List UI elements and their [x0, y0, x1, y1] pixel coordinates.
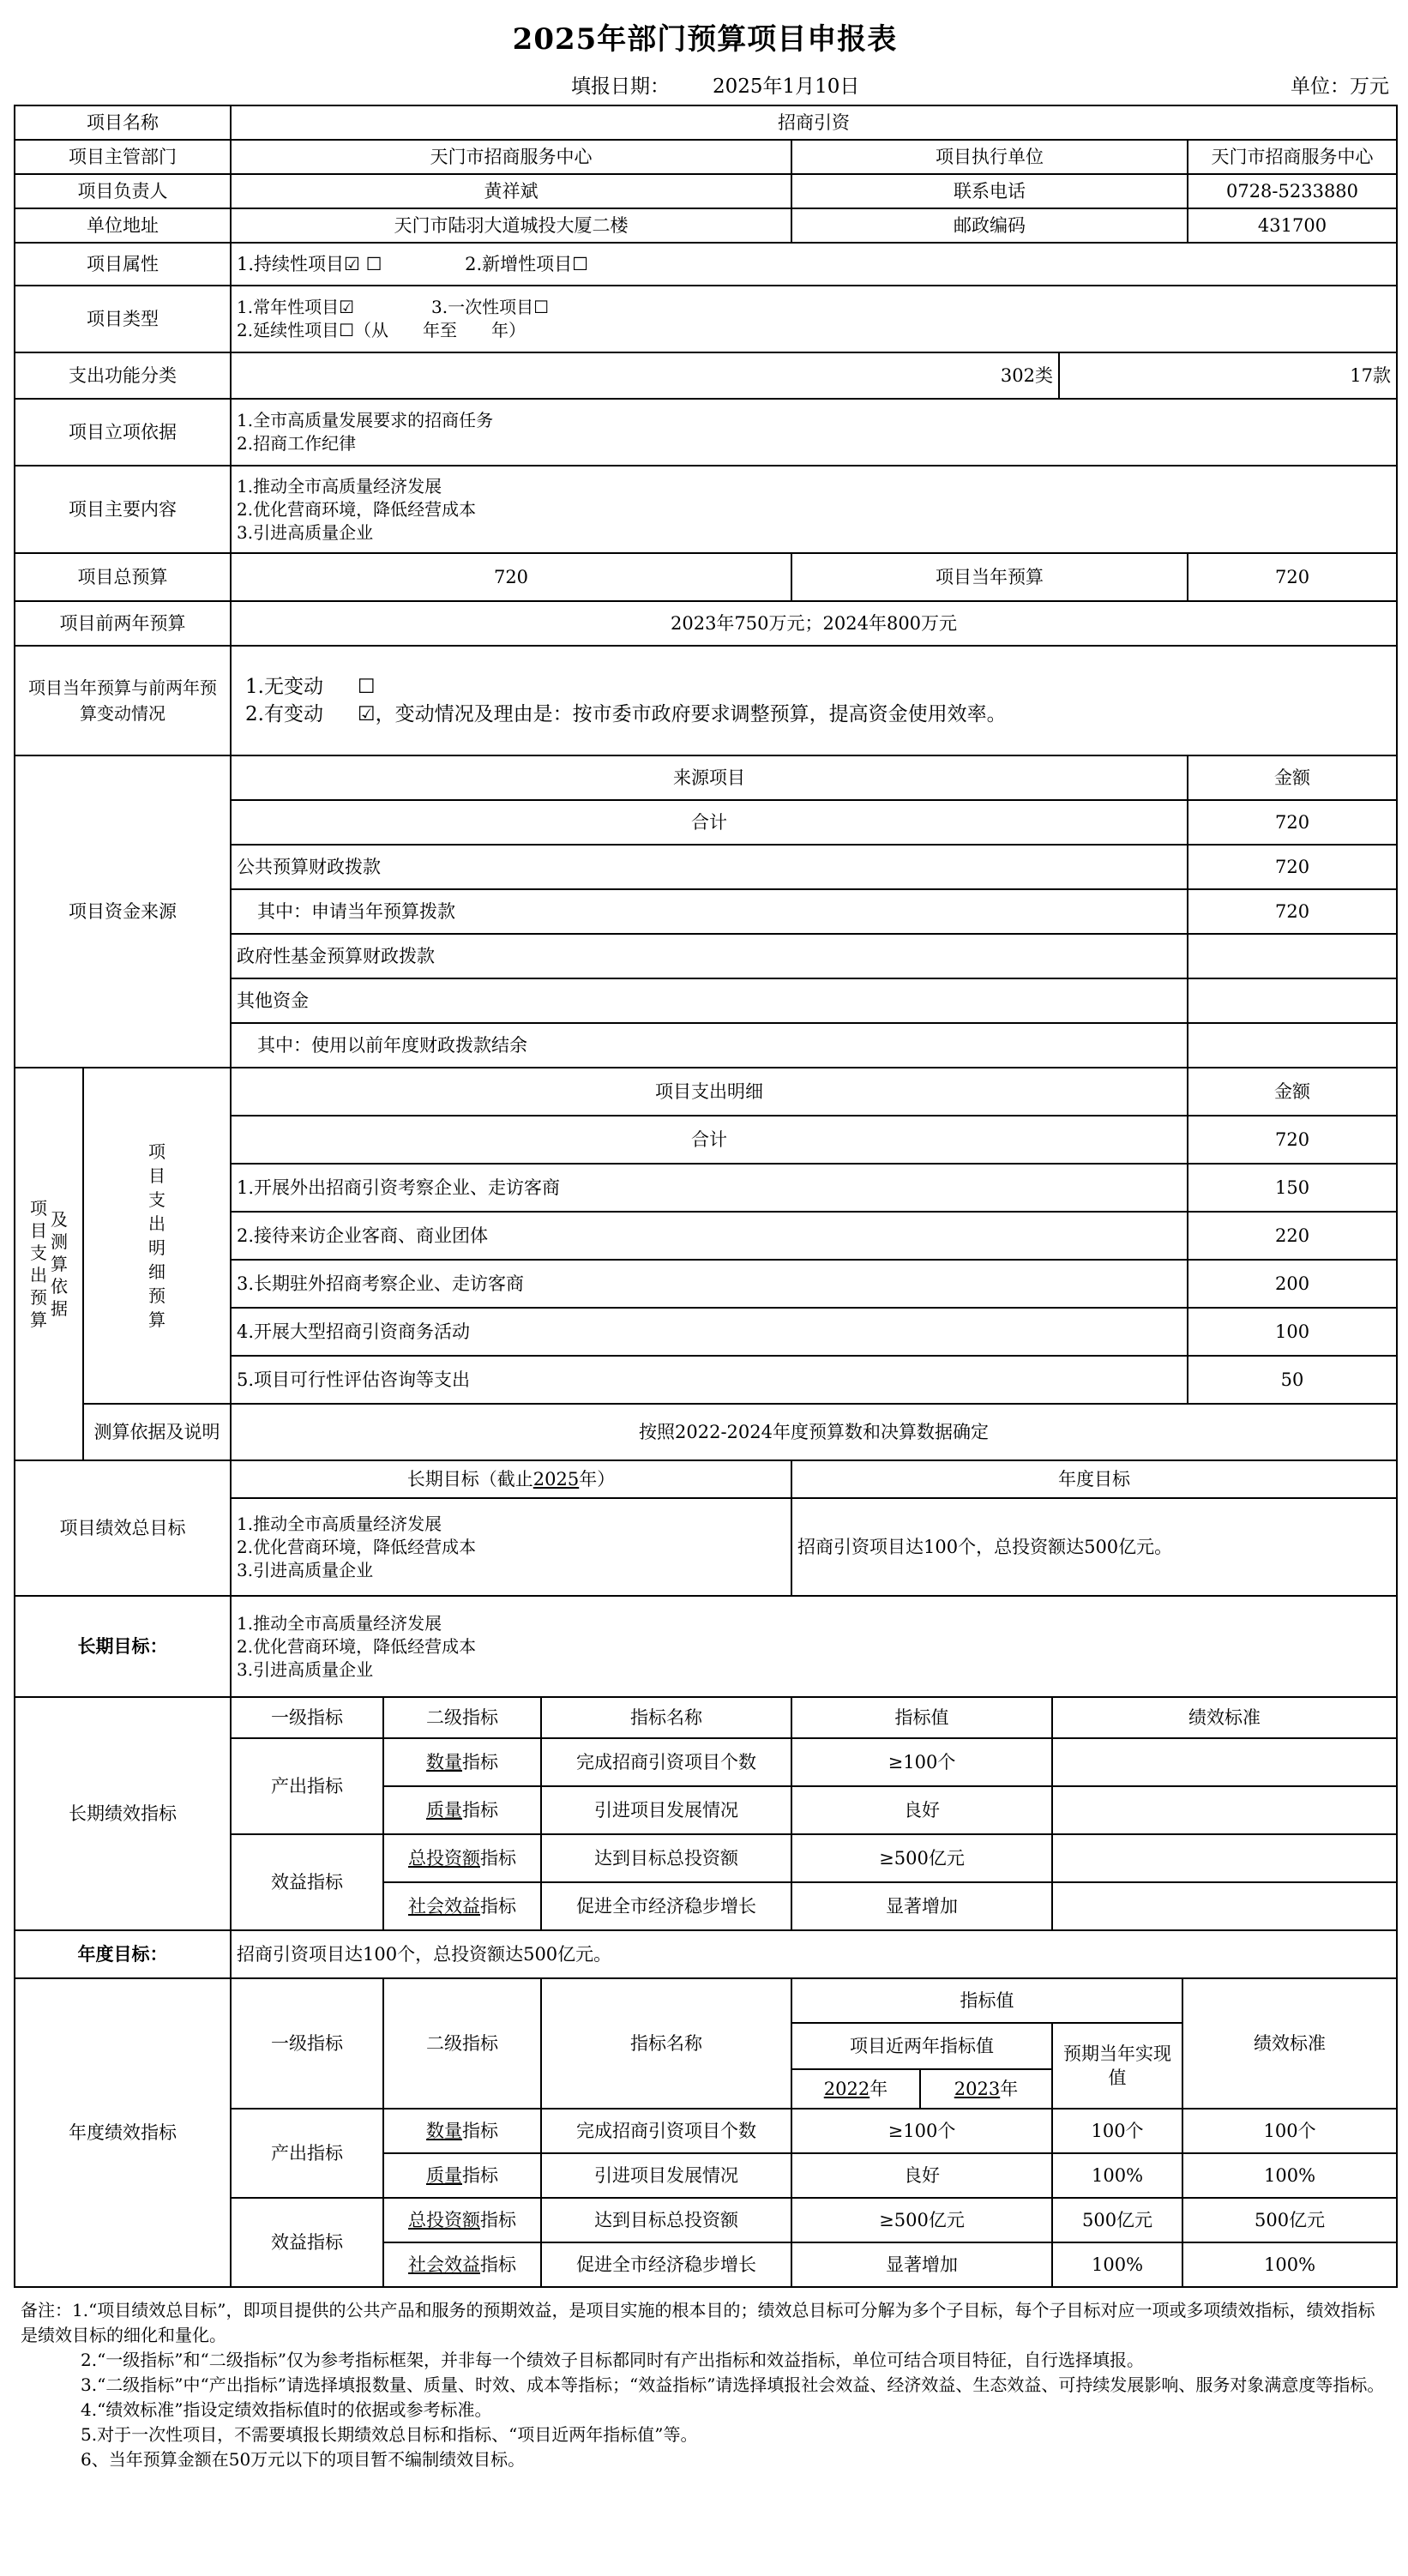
expense-header-name: 项目支出明细: [231, 1068, 1188, 1116]
long-ind-value: ≥100个: [791, 1738, 1052, 1786]
year-ind-l2-u: 社会效益: [408, 2254, 480, 2275]
checkbox-icon[interactable]: ☐（从: [339, 320, 389, 340]
exec-value: 天门市招商服务中心: [1188, 140, 1397, 174]
year-ind-y2-value: 2023: [954, 2079, 1001, 2099]
year-ind-l1-output: 产出指标: [231, 2109, 383, 2198]
note-line: 2.“一级指标”和“二级指标”仅为参考指标框架，并非每一个绩效子目标都同时有产出指标和效益指标，单位可结合项目特征，自行选择填报。: [81, 2350, 1144, 2370]
expense-row-name: 2.接待来访企业客商、商业团体: [231, 1212, 1188, 1260]
year-ind-h4: 指标值: [791, 1978, 1182, 2023]
goal-long-line: 3.引进高质量企业: [237, 1559, 374, 1580]
expense-row-amount: 100: [1188, 1308, 1397, 1356]
goal-long-header-text: 长期目标（截止: [406, 1469, 533, 1490]
long-ind-std: [1052, 1786, 1397, 1834]
long-ind-l2-suffix: 指标: [480, 1896, 516, 1917]
long-ind-value: ≥500亿元: [791, 1834, 1052, 1882]
source-label: 项目资金来源: [15, 755, 231, 1068]
expense-inner-label: [83, 1068, 231, 1404]
checkbox-icon[interactable]: ☐: [365, 254, 382, 274]
checkbox-checked-icon[interactable]: ☑: [357, 703, 376, 725]
expense-row-amount: 200: [1188, 1260, 1397, 1308]
year-ind-label: 年度绩效指标: [15, 1978, 231, 2287]
notes: [14, 2288, 1396, 2472]
year-ind-value: ≥100个: [791, 2109, 1052, 2153]
source-row-name: 合计: [231, 800, 1188, 845]
note-line: 4.“绩效标准”指设定绩效指标值时的依据或参考标准。: [81, 2399, 492, 2420]
change-opt2: 2.有变动: [245, 703, 323, 725]
long-ind-name: 完成招商引资项目个数: [541, 1738, 791, 1786]
source-row-name: 其中：申请当年预算拨款: [231, 889, 1188, 934]
goal-long-header: [231, 1460, 791, 1498]
long-ind-name: 引进项目发展情况: [541, 1786, 791, 1834]
source-row-amount: [1188, 978, 1397, 1023]
type-opt3: 3.一次性项目: [431, 297, 534, 317]
goal-long-header-end: 年）: [579, 1469, 616, 1490]
fill-date: [571, 70, 859, 99]
year-ind-std: 100个: [1182, 2109, 1397, 2153]
year-ind-std: 100%: [1182, 2153, 1397, 2198]
year-ind-expected: 100%: [1052, 2153, 1182, 2198]
report-sheet: [14, 12, 1396, 2472]
long-ind-l2: [383, 1882, 541, 1930]
long-indicator-table: [14, 1696, 1398, 1979]
expense-row-amount: 720: [1188, 1116, 1397, 1164]
attr-label: 项目属性: [15, 243, 231, 286]
change-label: 项目当年预算与前两年预算变动情况: [15, 646, 231, 755]
long-ind-name: 达到目标总投资额: [541, 1834, 791, 1882]
source-row-name: 其他资金: [231, 978, 1188, 1023]
year-ind-l2-suffix: 指标: [480, 2210, 516, 2230]
zip-label: 邮政编码: [791, 208, 1188, 243]
func-label: 支出功能分类: [15, 352, 231, 399]
long-ind-l2-u: 总投资额: [408, 1848, 480, 1869]
content-line: 2.优化营商环境，降低经营成本: [237, 498, 477, 520]
change-opt1: 1.无变动: [245, 676, 323, 698]
year-indicator-table: [14, 1977, 1398, 2288]
attr-opt2: 2.新增性项目: [465, 254, 573, 274]
long-goal-text: [231, 1596, 1397, 1697]
long-goal-line: 2.优化营商环境，降低经营成本: [237, 1635, 477, 1657]
year-ind-h1: 一级指标: [231, 1978, 383, 2109]
year-ind-expected: 100个: [1052, 2109, 1182, 2153]
year-ind-value: ≥500亿元: [791, 2198, 1052, 2242]
year-ind-l2-u: 数量: [426, 2121, 462, 2141]
total-budget-label: 项目总预算: [15, 553, 231, 601]
source-row-amount: 720: [1188, 800, 1397, 845]
dept-value: 天门市招商服务中心: [231, 140, 791, 174]
expense-row-amount: 220: [1188, 1212, 1397, 1260]
fill-date-value: 2025年1月10日: [713, 75, 860, 98]
long-ind-h1: 一级指标: [231, 1697, 383, 1738]
long-ind-h5: 绩效标准: [1052, 1697, 1397, 1738]
cur-budget-label: 项目当年预算: [791, 553, 1188, 601]
year-ind-y1-suffix: 年: [869, 2079, 888, 2099]
long-ind-value: 良好: [791, 1786, 1052, 1834]
year-ind-l2: [383, 2242, 541, 2287]
long-ind-name: 促进全市经济稳步增长: [541, 1882, 791, 1930]
attr-opt1: 1.持续性项目: [237, 254, 345, 274]
long-ind-std: [1052, 1834, 1397, 1882]
long-ind-std: [1052, 1738, 1397, 1786]
expense-row-amount: 150: [1188, 1164, 1397, 1212]
source-header-amount: 金额: [1188, 755, 1397, 800]
long-ind-l1-benefit: 效益指标: [231, 1834, 383, 1930]
year-ind-std: 100%: [1182, 2242, 1397, 2287]
change-text: [231, 646, 1397, 755]
expense-inner-text: 项目支出明细预算: [148, 1141, 165, 1330]
checkbox-checked-icon[interactable]: ☑: [344, 254, 360, 274]
expense-row-name: 5.项目可行性评估咨询等支出: [231, 1356, 1188, 1404]
checkbox-icon[interactable]: ☐: [357, 676, 376, 698]
goal-long-line: 2.优化营商环境，降低经营成本: [237, 1536, 477, 1557]
year-ind-h5: 项目近两年指标值: [791, 2023, 1052, 2069]
long-goal-line: 3.引进高质量企业: [237, 1658, 374, 1680]
year-ind-expected: 500亿元: [1052, 2198, 1182, 2242]
fill-date-label: 填报日期：: [571, 75, 670, 98]
name-value: 招商引资: [231, 105, 1397, 140]
expense-row-name: 合计: [231, 1116, 1188, 1164]
year-ind-value: 显著增加: [791, 2242, 1052, 2287]
phone-label: 联系电话: [791, 174, 1188, 208]
expense-header-amount: 金额: [1188, 1068, 1397, 1116]
year-ind-l2-suffix: 指标: [462, 2165, 498, 2186]
basis-line: 2.招商工作纪律: [237, 433, 357, 454]
long-goal-line: 1.推动全市高质量经济发展: [237, 1612, 442, 1634]
note-line: 5.对于一次性项目，不需要填报长期绩效总目标和指标、“项目近两年指标值”等。: [81, 2424, 698, 2445]
source-row-amount: [1188, 934, 1397, 978]
expense-outer-text: 项目支出预算: [30, 1198, 47, 1330]
long-ind-l2-u: 社会效益: [408, 1896, 480, 1917]
year-ind-name: 达到目标总投资额: [541, 2198, 791, 2242]
year-ind-y1-value: 2022: [823, 2079, 870, 2099]
func-kuan: 17款: [1059, 352, 1397, 399]
content-line: 1.推动全市高质量经济发展: [237, 475, 442, 497]
year-goal-label: 年度目标：: [15, 1930, 231, 1978]
goal-long-text: [231, 1498, 791, 1596]
dept-label: 项目主管部门: [15, 140, 231, 174]
long-ind-l2: [383, 1786, 541, 1834]
goal-long-year: 2025: [533, 1469, 580, 1490]
type-label: 项目类型: [15, 286, 231, 352]
addr-label: 单位地址: [15, 208, 231, 243]
expense-row-name: 3.长期驻外招商考察企业、走访客商: [231, 1260, 1188, 1308]
year-ind-l1-benefit: 效益指标: [231, 2198, 383, 2287]
long-ind-l2-u: 数量: [426, 1752, 462, 1773]
content-text: [231, 466, 1397, 553]
basis-line: 1.全市高质量发展要求的招商任务: [237, 410, 494, 430]
year-ind-l2-u: 总投资额: [408, 2210, 480, 2230]
source-row-amount: 720: [1188, 845, 1397, 889]
long-ind-h3: 指标名称: [541, 1697, 791, 1738]
year-ind-y1: [791, 2069, 920, 2109]
source-header-name: 来源项目: [231, 755, 1188, 800]
type-options: [231, 286, 1397, 352]
meta-row: [14, 60, 1396, 105]
year-ind-l2: [383, 2153, 541, 2198]
year-ind-y2-suffix: 年: [1000, 2079, 1019, 2099]
long-goal-label: 长期目标：: [15, 1596, 231, 1697]
owner-value: 黄祥斌: [231, 174, 791, 208]
year-ind-h3: 指标名称: [541, 1978, 791, 2109]
year-ind-l2-u: 质量: [426, 2165, 462, 2186]
year-ind-l2: [383, 2109, 541, 2153]
long-ind-value: 显著增加: [791, 1882, 1052, 1930]
long-ind-l1-output: 产出指标: [231, 1738, 383, 1834]
long-ind-l2: [383, 1738, 541, 1786]
checkbox-icon[interactable]: ☐: [533, 297, 550, 317]
basis-text: [231, 399, 1397, 466]
note-line: 3.“二级指标”中“产出指标”请选择填报数量、质量、时效、成本等指标；“效益指标”请选择填报社会效益、经济效益、生态效益、可持续发展影响、服务对象满意度等指标。: [81, 2374, 1385, 2395]
year-goal-text: 招商引资项目达100个，总投资额达500亿元。: [231, 1930, 1397, 1978]
note-line: 备注：1.“项目绩效总目标”，即项目提供的公共产品和服务的预期效益，是项目实施的根本目的；绩效总目标可分解为多个子目标，每个子目标对应一项或多项绩效指标，绩效指标是绩效目标的细化和量化。: [21, 2300, 1375, 2345]
source-row-name: 公共预算财政拨款: [231, 845, 1188, 889]
expense-row-name: 1.开展外出招商引资考察企业、走访客商: [231, 1164, 1188, 1212]
year-ind-h7: 绩效标准: [1182, 1978, 1397, 2109]
goal-long-line: 1.推动全市高质量经济发展: [237, 1513, 442, 1534]
cur-budget-value: 720: [1188, 553, 1397, 601]
content-line: 3.引进高质量企业: [237, 521, 374, 543]
type-opt1: 1.常年性项目: [237, 297, 340, 317]
phone-value: 0728-5233880: [1188, 174, 1397, 208]
year-ind-h6: 预期当年实现值: [1052, 2023, 1182, 2109]
addr-value: 天门市陆羽大道城投大厦二楼: [231, 208, 791, 243]
change-reason: ，变动情况及理由是：按市委市政府要求调整预算，提高资金使用效率。: [375, 703, 1007, 725]
basis-label: 项目立项依据: [15, 399, 231, 466]
long-ind-l2: [383, 1834, 541, 1882]
long-ind-l2-u: 质量: [426, 1800, 462, 1821]
goal-year-header: 年度目标: [791, 1460, 1397, 1498]
type-opt2: 2.延续性项目: [237, 320, 340, 340]
owner-label: 项目负责人: [15, 174, 231, 208]
year-ind-name: 引进项目发展情况: [541, 2153, 791, 2198]
prev-label: 项目前两年预算: [15, 601, 231, 646]
source-row-name: 其中：使用以前年度财政拨款结余: [231, 1023, 1188, 1068]
type-from: 年至: [423, 320, 458, 340]
long-ind-l2-suffix: 指标: [462, 1752, 498, 1773]
checkbox-icon[interactable]: ☐: [572, 254, 588, 274]
year-ind-l2-suffix: 指标: [462, 2121, 498, 2141]
unit-label: 单位：万元: [1291, 75, 1389, 98]
content-label: 项目主要内容: [15, 466, 231, 553]
form-table: [14, 105, 1398, 1698]
year-ind-name: 促进全市经济稳步增长: [541, 2242, 791, 2287]
year-ind-expected: 100%: [1052, 2242, 1182, 2287]
year-ind-name: 完成招商引资项目个数: [541, 2109, 791, 2153]
func-class: 302类: [231, 352, 1059, 399]
long-ind-h4: 指标值: [791, 1697, 1052, 1738]
source-row-amount: 720: [1188, 889, 1397, 934]
long-ind-h2: 二级指标: [383, 1697, 541, 1738]
year-ind-h2: 二级指标: [383, 1978, 541, 2109]
total-budget-value: 720: [231, 553, 791, 601]
goal-label: 项目绩效总目标: [15, 1460, 231, 1596]
source-row-amount: [1188, 1023, 1397, 1068]
long-ind-l2-suffix: 指标: [462, 1800, 498, 1821]
year-ind-value: 良好: [791, 2153, 1052, 2198]
long-ind-label: 长期绩效指标: [15, 1697, 231, 1930]
exec-label: 项目执行单位: [791, 140, 1188, 174]
type-to: 年）: [491, 320, 526, 340]
attr-options: [231, 243, 1397, 286]
calc-label: 测算依据及说明: [83, 1404, 231, 1460]
year-ind-l2-suffix: 指标: [480, 2254, 516, 2275]
year-ind-std: 500亿元: [1182, 2198, 1397, 2242]
name-label: 项目名称: [15, 105, 231, 140]
expense-outer-label: [15, 1068, 83, 1460]
expense-outer-text2: 及测算依据: [51, 1209, 68, 1319]
source-row-name: 政府性基金预算财政拨款: [231, 934, 1188, 978]
expense-row-name: 4.开展大型招商引资商务活动: [231, 1308, 1188, 1356]
year-ind-y2: [920, 2069, 1052, 2109]
checkbox-checked-icon[interactable]: ☑: [339, 297, 355, 317]
expense-row-amount: 50: [1188, 1356, 1397, 1404]
long-ind-l2-suffix: 指标: [480, 1848, 516, 1869]
goal-year-text: 招商引资项目达100个，总投资额达500亿元。: [791, 1498, 1397, 1596]
prev-value: 2023年750万元；2024年800万元: [231, 601, 1397, 646]
calc-value: 按照2022-2024年度预算数和决算数据确定: [231, 1404, 1397, 1460]
page-title: 2025年部门预算项目申报表: [512, 21, 898, 57]
note-line: 6、当年预算金额在50万元以下的项目暂不编制绩效目标。: [81, 2449, 526, 2470]
year-ind-l2: [383, 2198, 541, 2242]
zip-value: 431700: [1188, 208, 1397, 243]
long-ind-std: [1052, 1882, 1397, 1930]
